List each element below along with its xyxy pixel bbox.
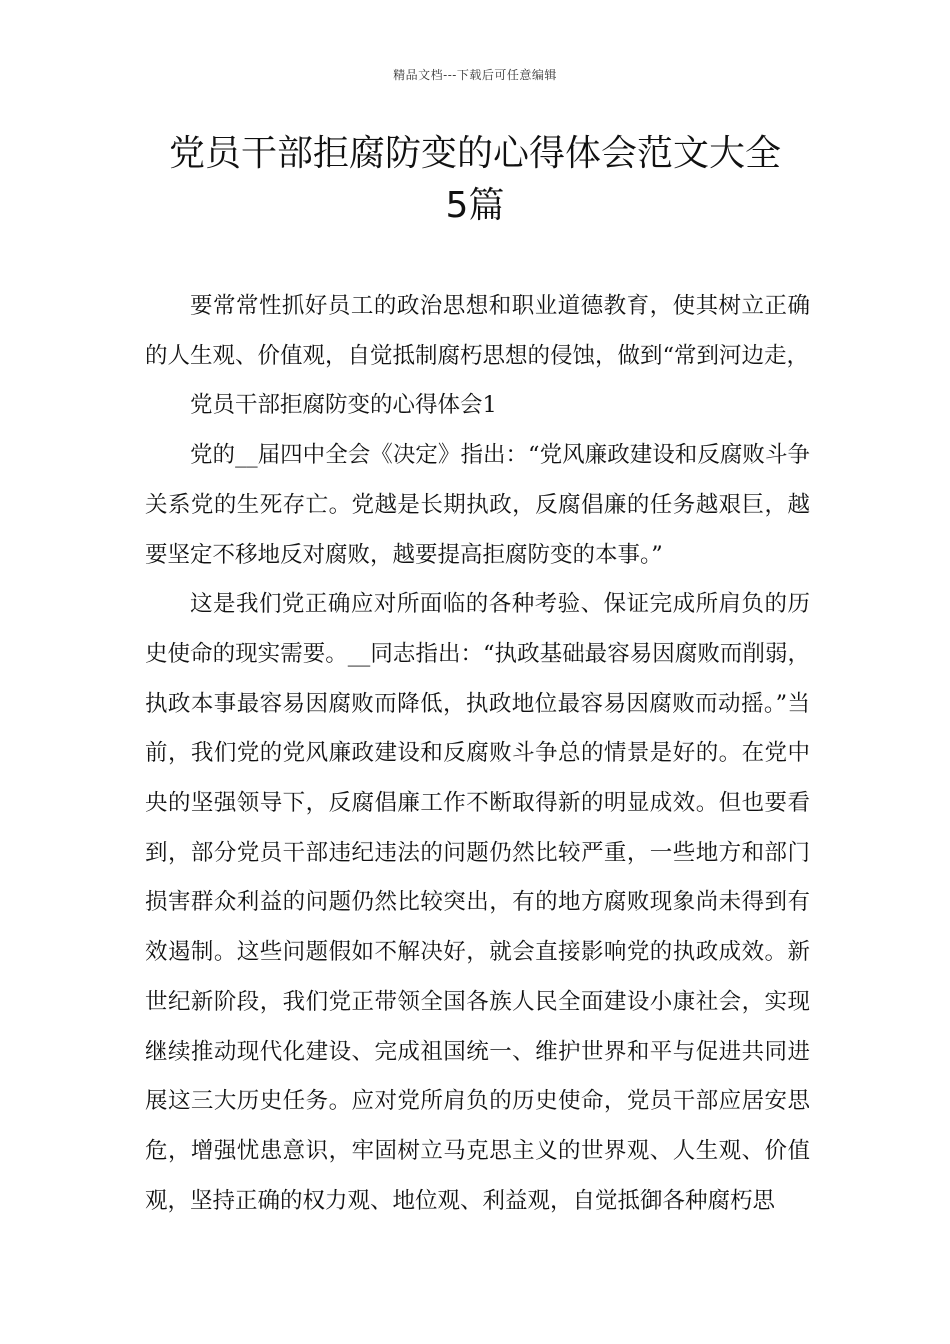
section-heading: 党员干部拒腐防变的心得体会1 (190, 392, 497, 419)
paragraph: 党的__届四中全会《决定》指出：“党风廉政建设和反腐败斗争关系党的生死存亡。党越是长期执政，反腐倡廉的任务越艰巨，越要坚定不移地反对腐败，越要提高拒腐防变的本事。” (145, 442, 810, 568)
title-line-2: 5篇 (445, 185, 505, 226)
paragraph: 要常常性抓好员工的政治思想和职业道德教育，使其树立正确的人生观、价值观，自觉抵制腐朽思想的侵蚀，做到“常到河边走， (145, 293, 810, 369)
paragraph: 这是我们党正确应对所面临的各种考验、保证完成所肩负的历史使命的现实需要。__同志指出：“执政基础最容易因腐败而削弱，执政本事最容易因腐败而降低，执政地位最容易因腐败而动摇。”当前，我们党的党风廉政建设和反腐败斗争总的情景是好的。在党中央的坚强领导下，反腐倡廉工作不断取得新的明显成效。但也要看到，部分党员干部违纪违法的问题仍然比较严重，一些地方和部门损害群众利益的问题仍然比较突出，有的地方腐败现象尚未得到有效遏制。这些问题假如不解决好，就会直接影响党的执政成效。新世纪新阶段，我们党正带领全国各族人民全面建设小康社会，实现继续推动现代化建设、完成祖国统一、维护世界和平与促进共同进展这三大历史任务。应对党所肩负的历史使命，党员干部应居安思危，增强忧患意识，牢固树立马克思主义的世界观、人生观、价值观，坚持正确的权力观、地位观、利益观，自觉抵御各种腐朽思 (145, 591, 810, 1214)
header-note: 精品文档---下载后可任意编辑 (393, 68, 557, 82)
document-title (120, 128, 830, 232)
document-body (145, 282, 810, 1226)
title-line-1: 党员干部拒腐防变的心得体会范文大全 (168, 133, 781, 174)
